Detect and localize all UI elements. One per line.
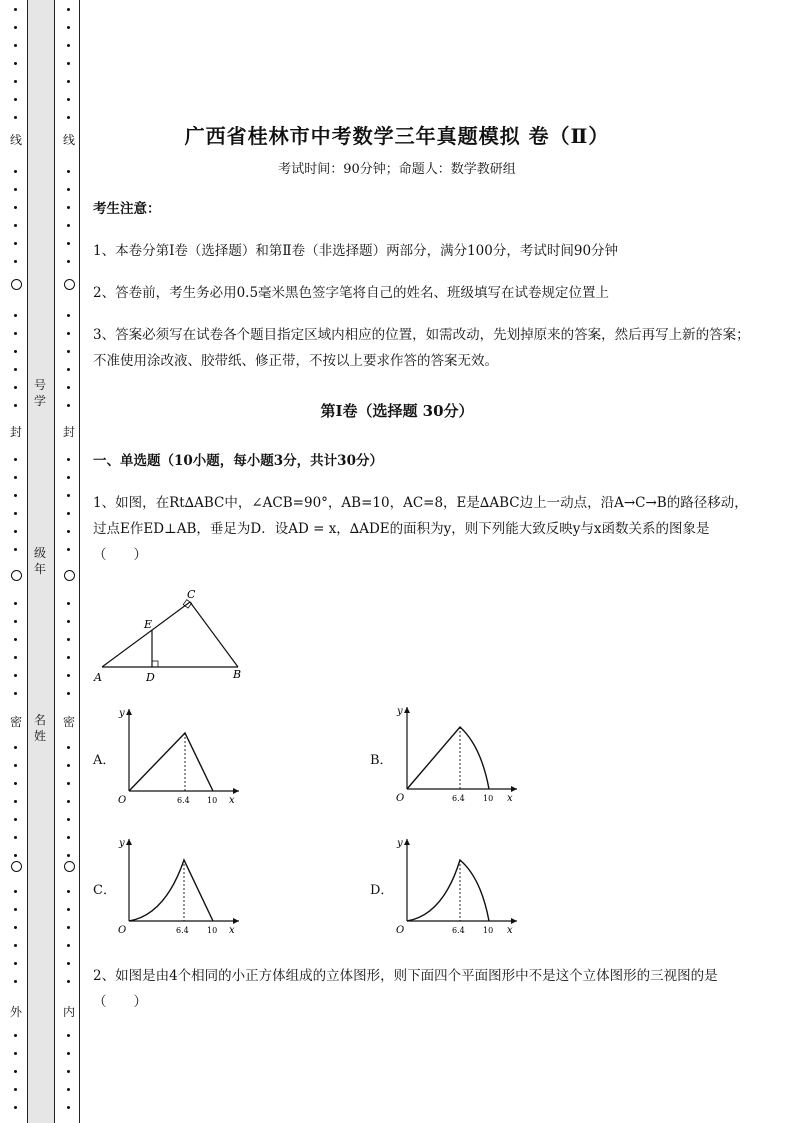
triangle-figure xyxy=(90,585,255,685)
binding-dot xyxy=(14,836,17,839)
binding-dot xyxy=(67,1088,70,1091)
y-axis-label: y xyxy=(119,838,125,849)
binding-dot xyxy=(67,242,70,245)
binding-dot xyxy=(14,242,17,245)
binding-dot xyxy=(14,98,17,101)
option-d-label[interactable]: D． xyxy=(370,883,394,898)
figure-label-C: C xyxy=(187,588,196,601)
binding-dot xyxy=(14,692,17,695)
margin-char-mi-outer: 密 xyxy=(9,715,22,729)
binding-dot xyxy=(67,332,70,335)
notice-item-3: 3、答案必须写在试卷各个题目指定区域内相应的位置，如需改动，先划掉原来的答案，然后再写上新的答案；不准使用涂改液、胶带纸、修正带，不按以上要求作答的答案无效。 xyxy=(93,327,750,369)
binding-dot xyxy=(14,818,17,821)
margin-char-feng-inner: 封 xyxy=(62,425,75,439)
binding-dot xyxy=(14,620,17,623)
binding-dot xyxy=(14,314,17,317)
field-label-grade: 级年 xyxy=(33,546,46,576)
binding-dot xyxy=(67,512,70,515)
binding-dot xyxy=(14,1070,17,1073)
origin-label: O xyxy=(396,793,405,804)
binding-dot xyxy=(14,62,17,65)
binding-dot xyxy=(67,116,70,119)
tick-label-6-4: 6.4 xyxy=(177,796,190,805)
figure-label-D: D xyxy=(146,671,155,684)
binding-dot xyxy=(14,224,17,227)
binding-dot xyxy=(67,44,70,47)
binding-dot xyxy=(14,1052,17,1055)
binding-dot xyxy=(14,1034,17,1037)
binding-dot xyxy=(14,638,17,641)
margin-char-mi-inner: 密 xyxy=(62,715,75,729)
origin-label: O xyxy=(118,925,127,936)
binding-dot xyxy=(14,764,17,767)
binding-dot xyxy=(67,854,70,857)
binding-dot xyxy=(67,782,70,785)
margin-char-wai: 外 xyxy=(9,1005,22,1019)
tick-label-10: 10 xyxy=(207,926,218,935)
margin-char-xian-inner: 线 xyxy=(62,133,75,147)
binding-dot xyxy=(67,350,70,353)
y-axis-label: y xyxy=(397,838,403,849)
notice-heading: 考生注意： xyxy=(93,201,161,217)
binding-dot xyxy=(67,62,70,65)
binding-dot xyxy=(14,674,17,677)
option-b-graph[interactable] xyxy=(393,701,523,806)
x-axis-label: x xyxy=(229,925,235,936)
binding-dot xyxy=(67,944,70,947)
x-axis-label: x xyxy=(507,925,513,936)
origin-label: O xyxy=(396,925,405,936)
option-d-graph[interactable] xyxy=(393,833,523,938)
origin-label: O xyxy=(118,795,127,806)
binding-dot xyxy=(67,26,70,29)
tick-label-10: 10 xyxy=(483,926,494,935)
section-title: 第Ⅰ卷（选择题 30分） xyxy=(320,402,474,420)
binding-dot xyxy=(67,530,70,533)
binding-dot xyxy=(14,1106,17,1109)
binding-dot xyxy=(67,926,70,929)
binding-dot xyxy=(67,224,70,227)
question-1-text: 1、如图，在Rt∆ABC中，∠ACB=90°，AB=10，AC=8，E是∆ABC边上一动点，沿A→C→B的路径移动，过点E作ED⊥AB，垂足为D．设AD = x，∆ADE的面积为y，则下列能大致反映y与x函数关系的图象是（ ） xyxy=(93,495,748,563)
margin-circle-icon xyxy=(11,279,22,290)
binding-dot xyxy=(14,44,17,47)
binding-dot xyxy=(14,944,17,947)
binding-dot xyxy=(67,368,70,371)
binding-dot xyxy=(14,656,17,659)
option-c-label[interactable]: C． xyxy=(93,883,116,898)
binding-dot xyxy=(14,548,17,551)
option-a-graph[interactable] xyxy=(115,703,245,808)
binding-dot xyxy=(14,890,17,893)
binding-dot xyxy=(67,494,70,497)
tick-label-6-4: 6.4 xyxy=(452,926,465,935)
binding-dot xyxy=(67,746,70,749)
binding-dot xyxy=(67,764,70,767)
tick-label-6-4: 6.4 xyxy=(452,794,465,803)
binding-dot xyxy=(14,350,17,353)
binding-dot xyxy=(67,1106,70,1109)
binding-dot xyxy=(14,782,17,785)
question-2-text: 2、如图是由4个相同的小正方体组成的立体图形，则下面四个平面图形中不是这个立体图形的三视图的是（ ） xyxy=(93,968,718,1010)
page-subtitle: 考试时间：90分钟；命题人：数学教研组 xyxy=(278,162,516,177)
binding-dot xyxy=(14,854,17,857)
binding-dot xyxy=(67,962,70,965)
figure-label-B: B xyxy=(233,668,242,681)
binding-dot xyxy=(67,260,70,263)
binding-dot xyxy=(14,800,17,803)
binding-dot xyxy=(14,458,17,461)
binding-dot xyxy=(14,188,17,191)
binding-dot xyxy=(14,206,17,209)
binding-dot xyxy=(14,386,17,389)
figure-label-A: A xyxy=(94,671,102,684)
binding-dot xyxy=(67,836,70,839)
x-axis-label: x xyxy=(229,795,235,806)
binding-dot xyxy=(14,260,17,263)
binding-dot xyxy=(67,674,70,677)
notice-item-2: 2、答卷前，考生务必用0.5毫米黑色签字笔将自己的姓名、班级填写在试卷规定位置上 xyxy=(93,285,610,301)
binding-dot xyxy=(67,818,70,821)
tick-label-10: 10 xyxy=(207,796,218,805)
binding-dot xyxy=(14,8,17,11)
notice-item-1: 1、本卷分第Ⅰ卷（选择题）和第Ⅱ卷（非选择题）两部分，满分100分，考试时间90分钟 xyxy=(93,243,619,259)
y-axis-label: y xyxy=(119,708,125,719)
binding-dot xyxy=(67,656,70,659)
option-b-label[interactable]: B． xyxy=(370,753,393,768)
binding-dot xyxy=(67,620,70,623)
binding-dot xyxy=(14,368,17,371)
tick-label-6-4: 6.4 xyxy=(176,926,189,935)
x-axis-label: x xyxy=(507,793,513,804)
binding-dot xyxy=(14,494,17,497)
margin-char-feng-outer: 封 xyxy=(9,425,22,439)
binding-dot xyxy=(67,638,70,641)
margin-circle-icon xyxy=(64,570,75,581)
binding-dot xyxy=(14,332,17,335)
binding-dot xyxy=(67,692,70,695)
binding-dot xyxy=(67,908,70,911)
binding-dot xyxy=(14,746,17,749)
binding-dot xyxy=(14,602,17,605)
margin-char-nei: 内 xyxy=(62,1005,75,1019)
binding-dot xyxy=(67,476,70,479)
field-label-student-number: 号学 xyxy=(33,378,46,408)
binding-dot xyxy=(67,1052,70,1055)
binding-dot xyxy=(67,8,70,11)
binding-dot xyxy=(14,80,17,83)
binding-dot xyxy=(67,1070,70,1073)
binding-dot xyxy=(14,926,17,929)
binding-dot xyxy=(67,386,70,389)
binding-dot xyxy=(14,512,17,515)
field-label-name: 名姓 xyxy=(33,713,46,743)
margin-circle-icon xyxy=(11,570,22,581)
binding-dot xyxy=(14,980,17,983)
binding-dot xyxy=(14,26,17,29)
margin-circle-icon xyxy=(11,861,22,872)
binding-dot xyxy=(67,206,70,209)
binding-dot xyxy=(14,116,17,119)
margin-circle-icon xyxy=(64,861,75,872)
binding-dot xyxy=(14,1088,17,1091)
binding-dot xyxy=(67,548,70,551)
margin-char-xian-outer: 线 xyxy=(9,133,22,147)
binding-dot xyxy=(67,980,70,983)
binding-dot xyxy=(67,80,70,83)
binding-dot xyxy=(67,314,70,317)
y-axis-label: y xyxy=(397,706,403,717)
binding-dot xyxy=(14,962,17,965)
binding-dot xyxy=(67,458,70,461)
binding-dot xyxy=(67,890,70,893)
part-title: 一、单选题（10小题，每小题3分，共计30分） xyxy=(93,453,383,469)
binding-dot xyxy=(67,1034,70,1037)
tick-label-10: 10 xyxy=(483,794,494,803)
page-title: 广西省桂林市中考数学三年真题模拟 卷（Ⅱ） xyxy=(184,124,610,148)
binding-dot xyxy=(67,188,70,191)
margin-circle-icon xyxy=(64,279,75,290)
binding-dot xyxy=(14,476,17,479)
binding-dot xyxy=(14,530,17,533)
binding-dot xyxy=(67,98,70,101)
figure-label-E: E xyxy=(144,618,153,631)
binding-dot xyxy=(67,800,70,803)
binding-dot xyxy=(67,602,70,605)
option-c-graph[interactable] xyxy=(115,833,245,938)
binding-dot xyxy=(14,908,17,911)
option-a-label[interactable]: A． xyxy=(93,753,116,768)
